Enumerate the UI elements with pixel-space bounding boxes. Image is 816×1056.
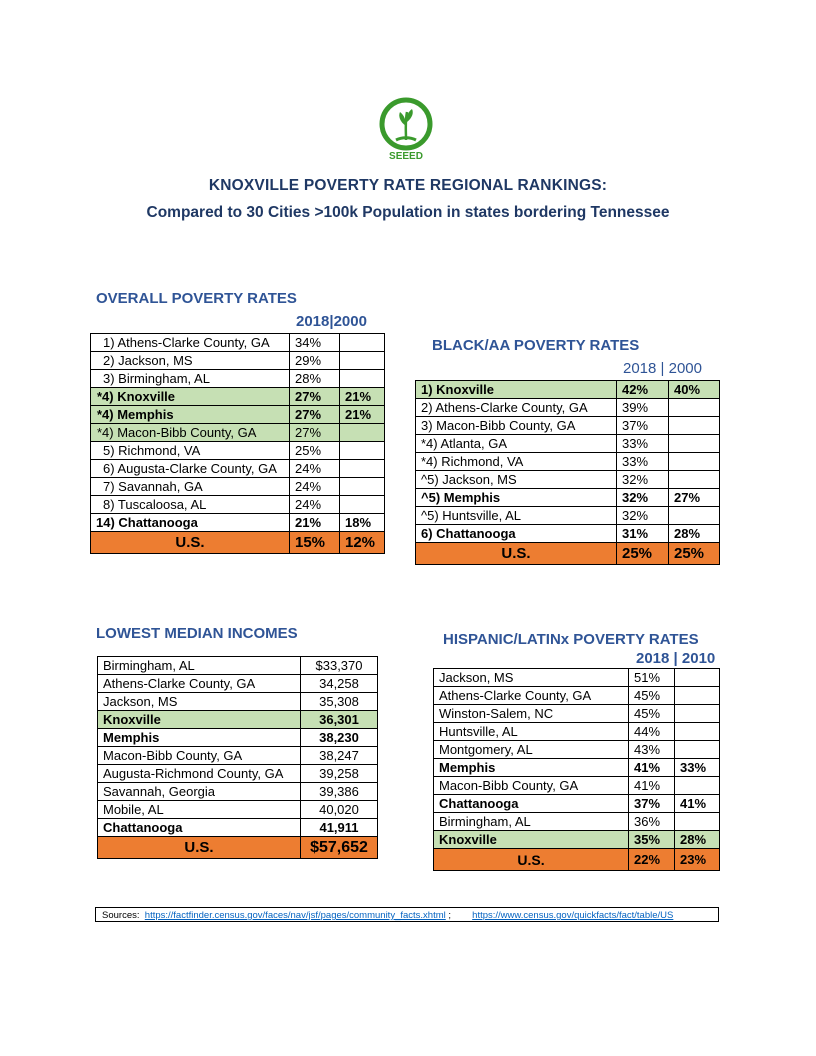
row-2000	[340, 334, 385, 352]
row-name: 2) Jackson, MS	[91, 352, 290, 370]
row-2000	[669, 435, 720, 453]
black-heading: BLACK/AA POVERTY RATES	[432, 337, 640, 354]
row-2000: 18%	[340, 514, 385, 532]
us-label: U.S.	[416, 543, 617, 565]
row-name: 2) Athens-Clarke County, GA	[416, 399, 617, 417]
row-2018: 29%	[290, 352, 340, 370]
row-2018: 37%	[629, 795, 675, 813]
row-name: Jackson, MS	[98, 693, 301, 711]
row-name: Savannah, Georgia	[98, 783, 301, 801]
row-2000	[340, 478, 385, 496]
row-2018: 36%	[629, 813, 675, 831]
table-row	[98, 801, 378, 819]
table-row	[416, 399, 720, 417]
table-row	[434, 687, 720, 705]
row-name: *4) Atlanta, GA	[416, 435, 617, 453]
row-2000: 40%	[669, 381, 720, 399]
row-2010	[675, 777, 720, 795]
row-2000	[340, 370, 385, 388]
row-2018: 32%	[617, 471, 669, 489]
row-2018: 24%	[290, 496, 340, 514]
sources-label: Sources:	[102, 910, 140, 921]
row-name: *4) Richmond, VA	[416, 453, 617, 471]
row-name: 6) Augusta-Clarke County, GA	[91, 460, 290, 478]
row-income: 39,258	[301, 765, 378, 783]
row-name: 8) Tuscaloosa, AL	[91, 496, 290, 514]
us-label: U.S.	[434, 849, 629, 871]
row-name: 1) Athens-Clarke County, GA	[91, 334, 290, 352]
table-row	[98, 747, 378, 765]
seeed-logo	[372, 96, 440, 166]
row-2010	[675, 723, 720, 741]
row-2000	[340, 460, 385, 478]
row-2018: 32%	[617, 489, 669, 507]
table-row	[91, 478, 385, 496]
row-2018: 27%	[290, 406, 340, 424]
source-link-quickfacts[interactable]: https://www.census.gov/quickfacts/fact/table/US	[472, 910, 674, 921]
row-name: 5) Richmond, VA	[91, 442, 290, 460]
row-2000	[669, 417, 720, 435]
row-2000	[340, 352, 385, 370]
row-name: Winston-Salem, NC	[434, 705, 629, 723]
row-name: 1) Knoxville	[416, 381, 617, 399]
row-income: 38,247	[301, 747, 378, 765]
row-income: 39,386	[301, 783, 378, 801]
row-2010	[675, 813, 720, 831]
row-2000	[669, 471, 720, 489]
row-name: Augusta-Richmond County, GA	[98, 765, 301, 783]
row-2000	[340, 424, 385, 442]
row-2018: 24%	[290, 460, 340, 478]
row-income: 40,020	[301, 801, 378, 819]
table-row	[416, 453, 720, 471]
row-2000: 21%	[340, 406, 385, 424]
sources-separator: ;	[448, 910, 452, 921]
row-income: 34,258	[301, 675, 378, 693]
row-name: Birmingham, AL	[434, 813, 629, 831]
table-row	[434, 723, 720, 741]
row-name: 14) Chattanooga	[91, 514, 290, 532]
table-row	[416, 525, 720, 543]
row-2018: 28%	[290, 370, 340, 388]
table-row	[416, 489, 720, 507]
us-income: $57,652	[301, 837, 378, 859]
row-2018: 41%	[629, 777, 675, 795]
row-name: Macon-Bibb County, GA	[434, 777, 629, 795]
overall-table	[90, 333, 385, 554]
row-2018: 39%	[617, 399, 669, 417]
row-2010: 41%	[675, 795, 720, 813]
row-name: Mobile, AL	[98, 801, 301, 819]
row-2010	[675, 705, 720, 723]
black-years: 2018 | 2000	[623, 360, 702, 377]
row-name: Chattanooga	[434, 795, 629, 813]
row-2018: 51%	[629, 669, 675, 687]
row-2018: 43%	[629, 741, 675, 759]
row-2018: 25%	[290, 442, 340, 460]
row-2018: 45%	[629, 687, 675, 705]
row-name: Athens-Clarke County, GA	[98, 675, 301, 693]
hispanic-heading: HISPANIC/LATINx POVERTY RATES	[443, 631, 699, 648]
hispanic-table	[433, 668, 720, 871]
row-name: *4) Knoxville	[91, 388, 290, 406]
row-2018: 27%	[290, 388, 340, 406]
row-2010	[675, 687, 720, 705]
row-name: ^5) Memphis	[416, 489, 617, 507]
row-income: 41,911	[301, 819, 378, 837]
us-2010: 23%	[675, 849, 720, 871]
table-row	[434, 813, 720, 831]
table-row	[98, 693, 378, 711]
table-row	[416, 381, 720, 399]
row-income: 35,308	[301, 693, 378, 711]
row-name: ^5) Jackson, MS	[416, 471, 617, 489]
row-2018: 41%	[629, 759, 675, 777]
row-name: 7) Savannah, GA	[91, 478, 290, 496]
us-2000: 25%	[669, 543, 720, 565]
table-row	[416, 507, 720, 525]
table-row	[434, 759, 720, 777]
row-name: 3) Birmingham, AL	[91, 370, 290, 388]
row-2018: 33%	[617, 435, 669, 453]
page-subtitle: Compared to 30 Cities >100k Population in states bordering Tennessee	[146, 204, 670, 221]
row-2018: 24%	[290, 478, 340, 496]
table-row	[434, 669, 720, 687]
row-name: Knoxville	[98, 711, 301, 729]
row-name: 3) Macon-Bibb County, GA	[416, 417, 617, 435]
row-income: $33,370	[301, 657, 378, 675]
table-row	[98, 657, 378, 675]
row-name: *4) Macon-Bibb County, GA	[91, 424, 290, 442]
row-2010: 33%	[675, 759, 720, 777]
row-2018: 31%	[617, 525, 669, 543]
row-2000: 28%	[669, 525, 720, 543]
us-row	[98, 837, 378, 859]
row-name: Montgomery, AL	[434, 741, 629, 759]
row-2018: 45%	[629, 705, 675, 723]
row-2018: 42%	[617, 381, 669, 399]
row-2000	[669, 453, 720, 471]
sources-box	[95, 907, 719, 922]
table-row	[91, 442, 385, 460]
table-row	[91, 388, 385, 406]
table-row	[98, 711, 378, 729]
row-2000: 27%	[669, 489, 720, 507]
us-row	[91, 532, 385, 554]
row-name: Huntsville, AL	[434, 723, 629, 741]
table-row	[91, 514, 385, 532]
row-2000: 21%	[340, 388, 385, 406]
row-income: 38,230	[301, 729, 378, 747]
us-2018: 22%	[629, 849, 675, 871]
row-name: Memphis	[434, 759, 629, 777]
table-row	[434, 777, 720, 795]
row-2018: 21%	[290, 514, 340, 532]
table-row	[98, 675, 378, 693]
income-heading: LOWEST MEDIAN INCOMES	[96, 625, 298, 642]
row-name: Memphis	[98, 729, 301, 747]
logo-text: SEEED	[389, 151, 423, 162]
row-2018: 27%	[290, 424, 340, 442]
table-row	[98, 765, 378, 783]
row-name: Knoxville	[434, 831, 629, 849]
table-row	[434, 741, 720, 759]
us-row	[434, 849, 720, 871]
table-row	[91, 496, 385, 514]
table-row	[434, 705, 720, 723]
row-2018: 33%	[617, 453, 669, 471]
row-name: Jackson, MS	[434, 669, 629, 687]
us-2018: 25%	[617, 543, 669, 565]
row-name: Chattanooga	[98, 819, 301, 837]
row-2000	[340, 496, 385, 514]
table-row	[91, 424, 385, 442]
row-2000	[669, 507, 720, 525]
row-2018: 35%	[629, 831, 675, 849]
us-2000: 12%	[340, 532, 385, 554]
row-2018: 34%	[290, 334, 340, 352]
us-label: U.S.	[91, 532, 290, 554]
overall-heading: OVERALL POVERTY RATES	[96, 290, 297, 307]
us-row	[416, 543, 720, 565]
income-table	[97, 656, 378, 859]
table-row	[434, 795, 720, 813]
row-2010: 28%	[675, 831, 720, 849]
row-2010	[675, 669, 720, 687]
hispanic-years: 2018 | 2010	[636, 650, 716, 667]
row-2018: 32%	[617, 507, 669, 525]
source-link-factfinder[interactable]: https://factfinder.census.gov/faces/nav/jsf/pages/community_facts.xhtml	[144, 910, 446, 921]
row-income: 36,301	[301, 711, 378, 729]
table-row	[91, 334, 385, 352]
table-row	[98, 819, 378, 837]
us-2018: 15%	[290, 532, 340, 554]
row-name: 6) Chattanooga	[416, 525, 617, 543]
table-row	[91, 406, 385, 424]
row-name: Athens-Clarke County, GA	[434, 687, 629, 705]
table-row	[416, 417, 720, 435]
row-2000	[340, 442, 385, 460]
table-row	[416, 471, 720, 489]
overall-years: 2018|2000	[296, 313, 367, 330]
table-row	[91, 460, 385, 478]
table-row	[98, 783, 378, 801]
row-name: Macon-Bibb County, GA	[98, 747, 301, 765]
page-title: KNOXVILLE POVERTY RATE REGIONAL RANKINGS:	[208, 177, 608, 194]
us-label: U.S.	[98, 837, 301, 859]
table-row	[98, 729, 378, 747]
row-2000	[669, 399, 720, 417]
table-row	[91, 352, 385, 370]
row-name: ^5) Huntsville, AL	[416, 507, 617, 525]
table-row	[91, 370, 385, 388]
table-row	[434, 831, 720, 849]
black-table	[415, 380, 720, 565]
row-name: Birmingham, AL	[98, 657, 301, 675]
table-row	[416, 435, 720, 453]
row-name: *4) Memphis	[91, 406, 290, 424]
row-2010	[675, 741, 720, 759]
row-2018: 44%	[629, 723, 675, 741]
row-2018: 37%	[617, 417, 669, 435]
